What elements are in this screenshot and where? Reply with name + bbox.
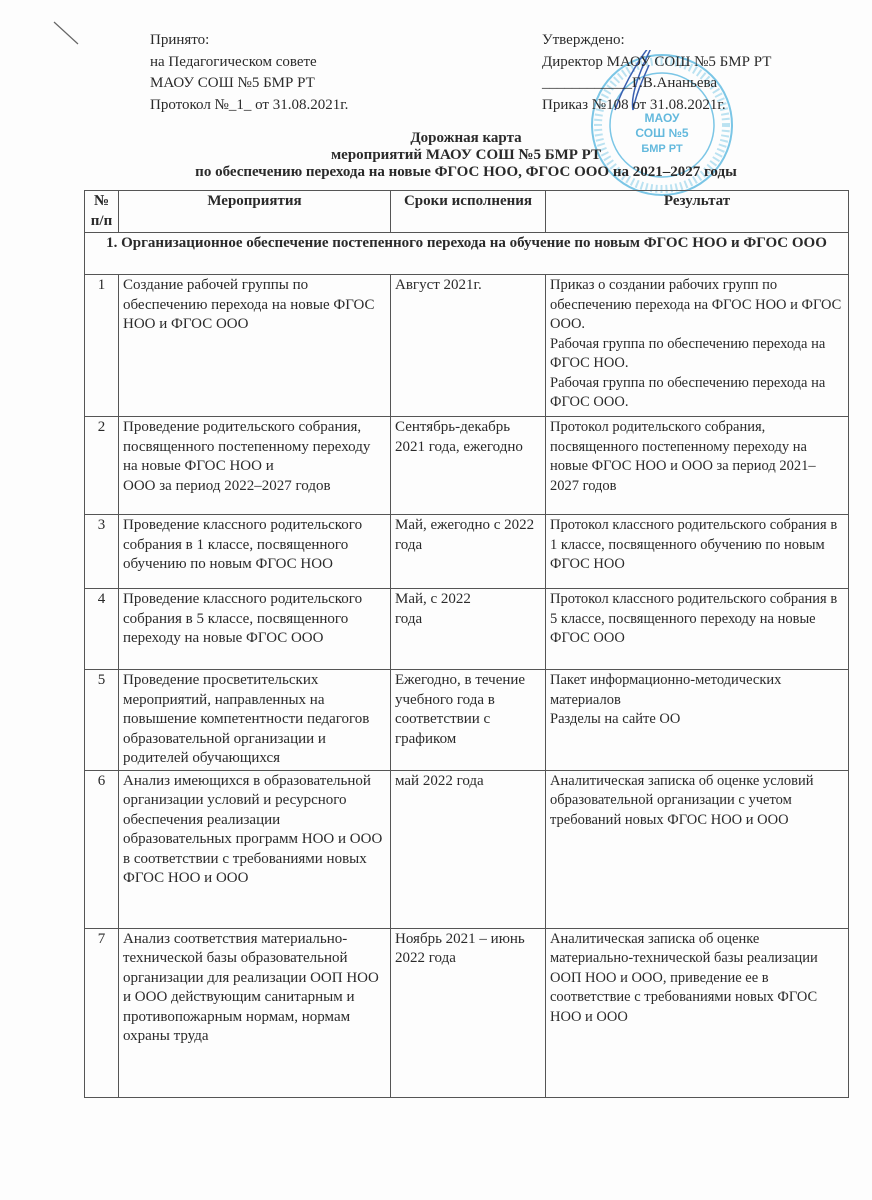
row-number: 3 bbox=[85, 515, 119, 589]
approval-block-left bbox=[150, 30, 348, 116]
row-result: Протокол классного родительского собрания в 5 классе, посвященного переходу на новые ФГОС ООО bbox=[546, 589, 849, 670]
document-title bbox=[84, 130, 848, 181]
section-row bbox=[85, 233, 849, 275]
council-line: на Педагогическом совете bbox=[150, 53, 317, 70]
director-line: Директор МАОУ СОШ №5 БМР РТ bbox=[542, 53, 772, 70]
row-term: Ежегодно, в течение учебного года в соответствии с графиком bbox=[391, 670, 546, 771]
signature-line: ____________Г.В.Ананьева bbox=[542, 75, 718, 91]
header-term: Сроки исполнения bbox=[391, 191, 546, 233]
row-term: Ноябрь 2021 – июнь 2022 года bbox=[391, 928, 546, 1097]
order-line: Приказ №108 от 31.08.2021г. bbox=[542, 96, 726, 113]
row-term: май 2022 года bbox=[391, 770, 546, 928]
table-row bbox=[85, 670, 849, 771]
table-header-row bbox=[85, 191, 849, 233]
table-row bbox=[85, 770, 849, 928]
table-row bbox=[85, 589, 849, 670]
row-result: Аналитическая записка об оценке материально-технической базы реализации ООП НОО и ООО, приведение ее в соответствие с требованиями новых ФГОС НОО и ООО bbox=[546, 928, 849, 1097]
row-event: Проведение классного родительского собрания в 5 классе, посвященного переходу на новые ФГОС ООО bbox=[119, 589, 391, 670]
title-line-3: по обеспечению перехода на новые ФГОС НОО, ФГОС ООО на 2021–2027 годы bbox=[195, 164, 737, 180]
row-result: Аналитическая записка об оценке условий образовательной организации с учетом требований новых ФГОС НОО и ООО bbox=[546, 770, 849, 928]
row-term: Август 2021г. bbox=[391, 275, 546, 417]
approval-block-right bbox=[542, 30, 771, 116]
approved-label: Утверждено: bbox=[542, 32, 625, 48]
row-number: 7 bbox=[85, 928, 119, 1097]
row-event: Проведение просветительских мероприятий, направленных на повышение компетентности педагогов образовательной организации и родителей обучающихся bbox=[119, 670, 391, 771]
row-number: 1 bbox=[85, 275, 119, 417]
row-term: Май, с 2022 года bbox=[391, 589, 546, 670]
row-event: Проведение классного родительского собрания в 1 классе, посвященного обучению по новым ФГОС НОО bbox=[119, 515, 391, 589]
table-row bbox=[85, 275, 849, 417]
table-row bbox=[85, 515, 849, 589]
row-event: Анализ соответствия материально-технической базы образовательной организации для реализации ООП НОО и ООО действующим санитарным и противопожарным нормам, нормам охраны труда bbox=[119, 928, 391, 1097]
section-title: 1. Организационное обеспечение постепенного перехода на обучение по новым ФГОС НОО и ФГОС ООО bbox=[85, 233, 849, 275]
title-line-2: мероприятий МАОУ СОШ №5 БМР РТ bbox=[330, 147, 602, 163]
row-event: Проведение родительского собрания, посвященного постепенному переходу на новые ФГОС НОО и ООО за период 2022–2027 годов bbox=[119, 417, 391, 515]
row-result: Протокол родительского собрания, посвященного постепенному переходу на новые ФГОС НОО и ООО за период 2021–2027 годов bbox=[546, 417, 849, 515]
row-result: Протокол классного родительского собрания в 1 классе, посвященного обучению по новым ФГОС НОО bbox=[546, 515, 849, 589]
accepted-label: Принято: bbox=[150, 32, 210, 48]
header-event: Мероприятия bbox=[119, 191, 391, 233]
school-line: МАОУ СОШ №5 БМР РТ bbox=[150, 75, 315, 91]
row-number: 6 bbox=[85, 770, 119, 928]
row-term: Май, ежегодно с 2022 года bbox=[391, 515, 546, 589]
table-row bbox=[85, 928, 849, 1097]
svg-text:СОШ №5: СОШ №5 bbox=[635, 126, 689, 140]
protocol-line: Протокол №_1_ от 31.08.2021г. bbox=[150, 96, 349, 113]
title-line-1: Дорожная карта bbox=[410, 130, 522, 146]
row-event: Анализ имеющихся в образовательной организации условий и ресурсного обеспечения реализации образовательных программ НОО и ООО в соответствии с требованиями новых ФГОС НОО и ООО bbox=[119, 770, 391, 928]
header-number: № п/п bbox=[85, 191, 119, 233]
row-result: Приказ о создании рабочих групп по обеспечению перехода на ФГОС НОО и ФГОС ООО. Рабочая группа по обеспечению перехода на ФГОС НОО. Рабочая группа по обеспечению перехода на ФГОС ООО. bbox=[546, 275, 849, 417]
row-number: 2 bbox=[85, 417, 119, 515]
row-result: Пакет информационно-методических материалов Разделы на сайте ОО bbox=[546, 670, 849, 771]
table-row bbox=[85, 417, 849, 515]
row-number: 4 bbox=[85, 589, 119, 670]
svg-text:МАОУ: МАОУ bbox=[644, 111, 680, 125]
roadmap-table bbox=[84, 190, 849, 1098]
row-number: 5 bbox=[85, 670, 119, 771]
header-result: Результат bbox=[546, 191, 849, 233]
row-event: Создание рабочей группы по обеспечению перехода на новые ФГОС НОО и ФГОС ООО bbox=[119, 275, 391, 417]
row-term: Сентябрь-декабрь 2021 года, ежегодно bbox=[391, 417, 546, 515]
scan-artifact-line bbox=[52, 20, 82, 50]
svg-text:БМР РТ: БМР РТ bbox=[641, 143, 683, 155]
